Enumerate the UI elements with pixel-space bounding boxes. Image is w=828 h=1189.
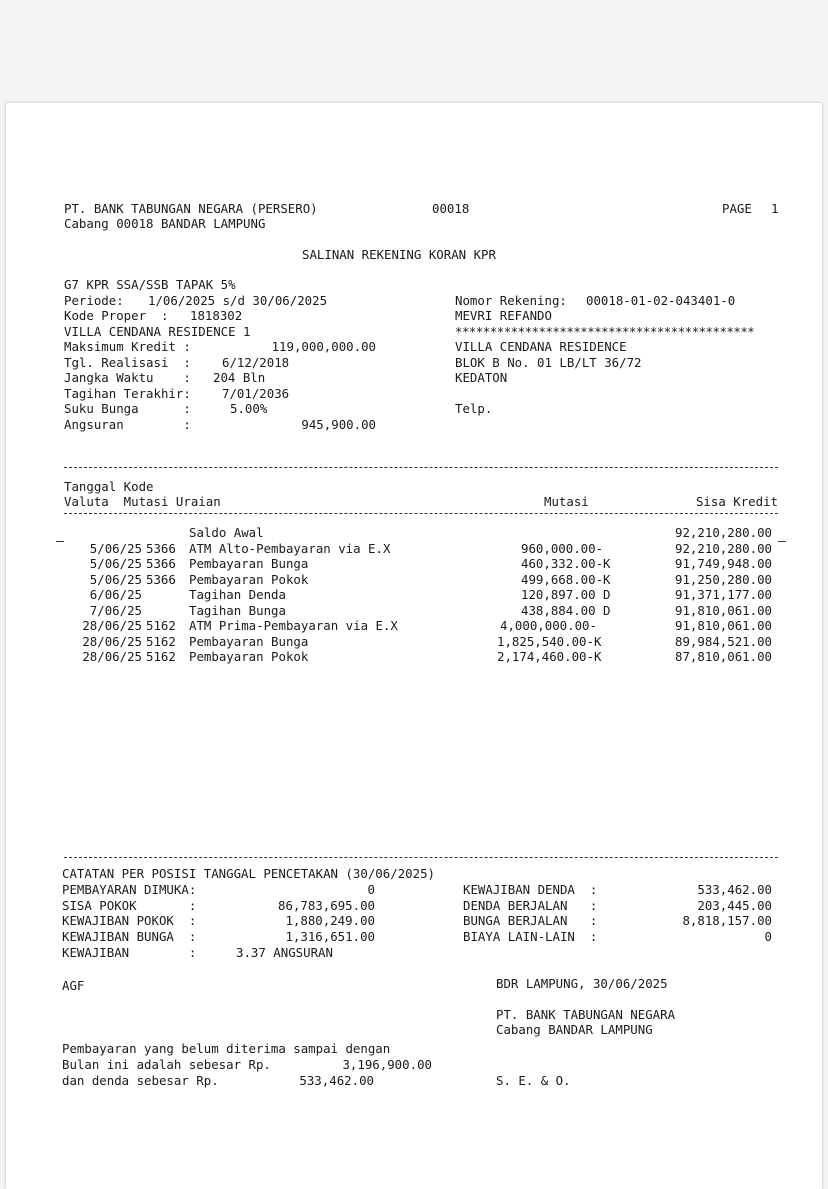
summary-right-value: 533,462.00	[697, 882, 772, 897]
branch-code: 00018	[432, 201, 470, 216]
row-desc: Pembayaran Bunga	[189, 556, 309, 571]
note-line-1: Pembayaran yang belum diterima sampai dengan	[62, 1041, 391, 1056]
summary-right-value: 0	[764, 929, 772, 944]
row-date: 5/06/25	[89, 541, 142, 556]
signature-branch: Cabang BANDAR LAMPUNG	[496, 1022, 653, 1037]
last-bill-label: Tagihan Terakhir:	[64, 386, 191, 401]
row-desc: ATM Alto-Pembayaran via E.X	[189, 541, 391, 556]
document-title: SALINAN REKENING KORAN KPR	[302, 247, 496, 262]
address-line-1: VILLA CENDANA RESIDENCE	[455, 339, 627, 354]
row-amount: 960,000.00-	[521, 541, 604, 556]
row-desc: Pembayaran Bunga	[189, 634, 309, 649]
max-credit-value: 119,000,000.00	[271, 339, 376, 354]
table-header-mutasi: Mutasi	[544, 494, 589, 509]
installment-value: 945,900.00	[301, 417, 376, 432]
summary-left-value: 1,316,651.00	[285, 929, 375, 944]
operator-initials: AGF	[62, 978, 85, 993]
row-code: 5366	[146, 556, 176, 571]
summary-left-value: 0	[367, 882, 375, 897]
row-desc: ATM Prima-Pembayaran via E.X	[189, 618, 398, 633]
row-date: 7/06/25	[89, 603, 142, 618]
summary-left-label: SISA POKOK :	[62, 898, 197, 913]
masked-line: *******************************************	[455, 324, 755, 339]
branch-name: Cabang 00018 BANDAR LAMPUNG	[64, 216, 266, 231]
realization-value: 6/12/2018	[222, 355, 290, 370]
proper-label: Kode Proper :	[64, 308, 169, 323]
row-code: 5162	[146, 634, 176, 649]
row-date: 6/06/25	[89, 587, 142, 602]
product-name: G7 KPR SSA/SSB TAPAK 5%	[64, 277, 236, 292]
period-value: 1/06/2025 s/d 30/06/2025	[148, 293, 328, 308]
row-date: 5/06/25	[89, 572, 142, 587]
note-line-2-value: 3,196,900.00	[342, 1057, 432, 1072]
summary-right-label: BUNGA BERJALAN :	[463, 913, 598, 928]
row-balance: 92,210,280.00	[675, 541, 772, 556]
summary-left-value: 86,783,695.00	[278, 898, 375, 913]
installment-label: Angsuran :	[64, 417, 191, 432]
signature-bank: PT. BANK TABUNGAN NEGARA	[496, 1007, 676, 1022]
margin-tick-right	[778, 541, 786, 542]
summary-right-value: 8,818,157.00	[682, 913, 772, 928]
table-header-top: Tanggal Kode	[64, 479, 154, 494]
last-bill-value: 7/01/2036	[222, 386, 290, 401]
summary-left-label: KEWAJIBAN POKOK :	[62, 913, 197, 928]
summary-right-label: BIAYA LAIN-LAIN :	[463, 929, 598, 944]
page-label: PAGE	[722, 201, 752, 216]
term-label: Jangka Waktu :	[64, 370, 191, 385]
page-number: 1	[771, 201, 779, 216]
address-line-2: BLOK B No. 01 LB/LT 36/72	[455, 355, 642, 370]
obligation-value: 3.37 ANGSURAN	[236, 945, 333, 960]
row-date: 28/06/25	[82, 649, 142, 664]
row-balance: 89,984,521.00	[675, 634, 772, 649]
summary-left-label: KEWAJIBAN BUNGA :	[62, 929, 197, 944]
address-line-3: KEDATON	[455, 370, 508, 385]
account-number-value: 00018-01-02-043401-0	[586, 293, 736, 308]
note-line-2-label: Bulan ini adalah sebesar Rp.	[62, 1057, 271, 1072]
row-desc: Pembayaran Pokok	[189, 572, 309, 587]
row-amount: 120,897.00 D	[521, 587, 611, 602]
row-date: 28/06/25	[82, 618, 142, 633]
account-number-label: Nomor Rekening:	[455, 293, 567, 308]
interest-label: Suku Bunga :	[64, 401, 191, 416]
row-desc: Pembayaran Pokok	[189, 649, 309, 664]
row-balance: 91,749,948.00	[675, 556, 772, 571]
row-amount: 4,000,000.00-	[500, 618, 597, 633]
table-header-bottom: Valuta Mutasi Uraian	[64, 494, 221, 509]
row-balance: 91,810,061.00	[675, 603, 772, 618]
row-balance: 91,371,177.00	[675, 587, 772, 602]
proper-value: 1818302	[190, 308, 243, 323]
bank-name: PT. BANK TABUNGAN NEGARA (PERSERO)	[64, 201, 318, 216]
realization-label: Tgl. Realisasi :	[64, 355, 191, 370]
row-amount: 460,332.00-K	[521, 556, 611, 571]
divider-summary	[64, 857, 778, 858]
row-desc: Tagihan Bunga	[189, 603, 286, 618]
summary-left-label: PEMBAYARAN DIMUKA:	[62, 882, 197, 897]
row-balance: 87,810,061.00	[675, 649, 772, 664]
summary-right-label: DENDA BERJALAN :	[463, 898, 598, 913]
row-date: 28/06/25	[82, 634, 142, 649]
row-code: 5366	[146, 541, 176, 556]
errors-omissions: S. E. & O.	[496, 1073, 571, 1088]
row-desc: Tagihan Denda	[189, 587, 286, 602]
phone-label: Telp.	[455, 401, 493, 416]
row-code: 5162	[146, 649, 176, 664]
row-balance: 91,250,280.00	[675, 572, 772, 587]
divider-top	[64, 467, 778, 468]
place-date: BDR LAMPUNG, 30/06/2025	[496, 976, 668, 991]
interest-value: 5.00%	[230, 401, 268, 416]
period-label: Periode:	[64, 293, 124, 308]
summary-heading: CATATAN PER POSISI TANGGAL PENCETAKAN (30/06/2025)	[62, 866, 435, 881]
margin-tick-left	[56, 541, 64, 542]
summary-left-value: 1,880,249.00	[285, 913, 375, 928]
divider-header	[64, 513, 778, 514]
obligation-label: KEWAJIBAN :	[62, 945, 197, 960]
term-value: 204 Bln	[213, 370, 266, 385]
opening-balance: 92,210,280.00	[675, 525, 772, 540]
row-amount: 499,668.00-K	[521, 572, 611, 587]
row-balance: 91,810,061.00	[675, 618, 772, 633]
summary-right-value: 203,445.00	[697, 898, 772, 913]
customer-name: MEVRI REFANDO	[455, 308, 552, 323]
row-code: 5162	[146, 618, 176, 633]
project-name: VILLA CENDANA RESIDENCE 1	[64, 324, 251, 339]
row-amount: 2,174,460.00-K	[497, 649, 602, 664]
max-credit-label: Maksimum Kredit :	[64, 339, 191, 354]
row-code: 5366	[146, 572, 176, 587]
row-amount: 438,884.00 D	[521, 603, 611, 618]
note-line-3-value: 533,462.00	[299, 1073, 374, 1088]
table-header-sisa: Sisa Kredit	[695, 494, 778, 509]
row-date: 5/06/25	[89, 556, 142, 571]
summary-right-label: KEWAJIBAN DENDA :	[463, 882, 598, 897]
opening-label: Saldo Awal	[189, 525, 264, 540]
note-line-3-label: dan denda sebesar Rp.	[62, 1073, 219, 1088]
row-amount: 1,825,540.00-K	[497, 634, 602, 649]
